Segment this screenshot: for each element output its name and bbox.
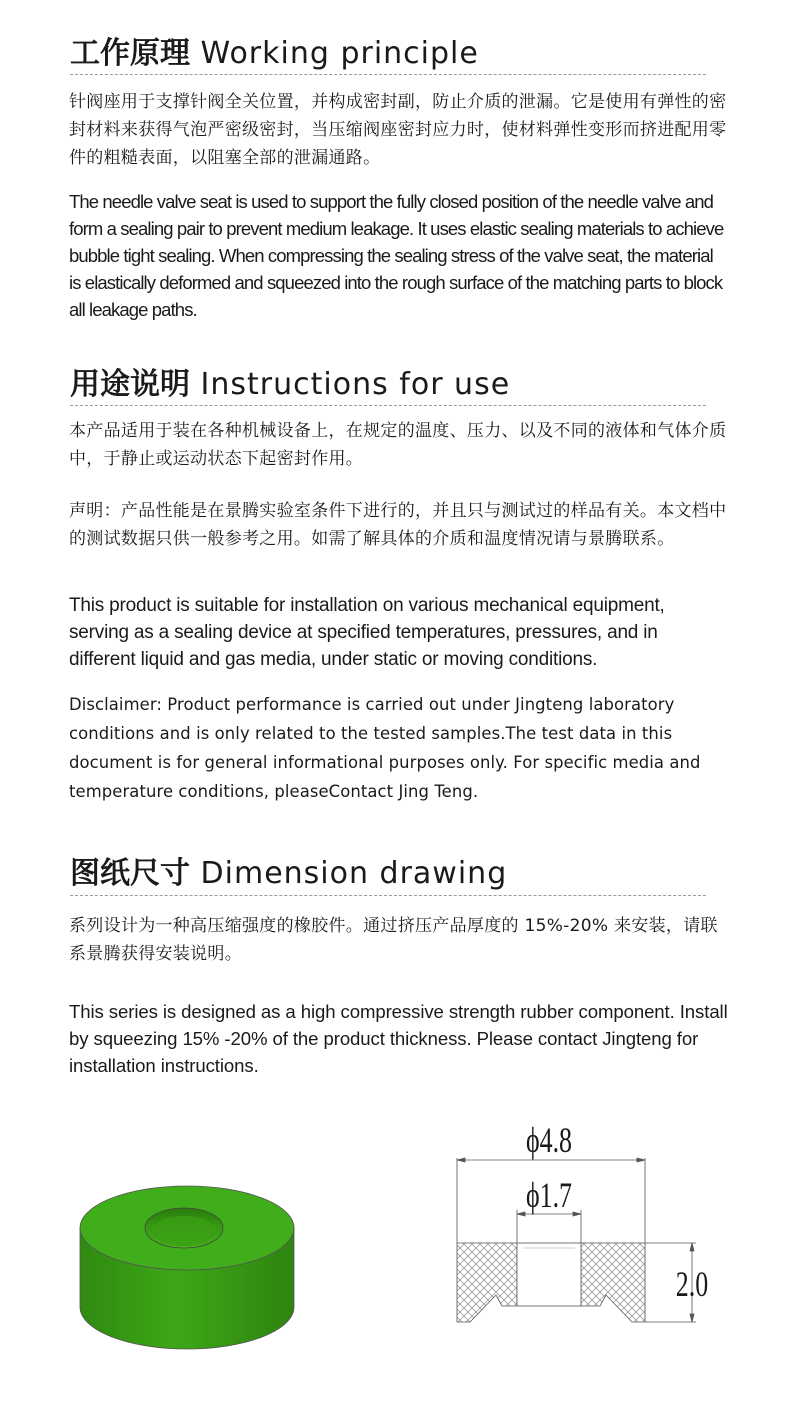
title-en: Instructions for use	[200, 367, 511, 402]
dimension-drawing	[0, 1100, 790, 1400]
title-en: Dimension drawing	[200, 856, 508, 891]
inner-diameter-label: ϕ1.7	[525, 1174, 573, 1216]
section-divider	[70, 74, 706, 75]
cross-section	[457, 1158, 696, 1322]
section-divider	[70, 895, 706, 896]
product-hole-inner	[151, 1216, 217, 1246]
dimension-body-cn: 系列设计为一种高压缩强度的橡胶件。通过挤压产品厚度的 15%-20% 来安装，请联系景腾获得安装说明。	[69, 916, 718, 964]
instructions-body-cn: 本产品适用于装在各种机械设备上，在规定的温度、压力、以及不同的液体和气体介质中，于静止或运动状态下起密封作用。	[69, 421, 727, 469]
section-left-half	[457, 1243, 517, 1322]
title-cn: 用途说明	[70, 367, 190, 402]
section-title-instructions	[70, 359, 510, 403]
section-right-half	[581, 1243, 645, 1322]
section-divider	[70, 405, 706, 406]
dimension-body-en: This series is designed as a high compressive strength rubber component. Install by squeezing 15% -20% of the product thickness. Please contact Jingteng for installation instructions.	[69, 1001, 728, 1076]
section-bore	[517, 1243, 581, 1306]
product-render	[80, 1186, 294, 1349]
section-title-working-principle	[70, 28, 479, 72]
instructions-disclaimer-cn: 声明：产品性能是在景腾实验室条件下进行的，并且只与测试过的样品有关。本文档中的测试数据只供一般参考之用。如需了解具体的介质和温度情况请与景腾联系。	[69, 501, 727, 549]
instructions-body-en: This product is suitable for installation on various mechanical equipment, serving as a sealing device at specified temperatures, pressures, and in different liquid and gas media, under static or moving conditions.	[69, 595, 665, 670]
outer-diameter-label: ϕ4.8	[525, 1119, 573, 1161]
height-label: 2.0	[675, 1263, 709, 1305]
section-title-dimension	[70, 848, 507, 892]
title-en: Working principle	[200, 36, 479, 71]
working-principle-body-en: The needle valve seat is used to support the fully closed position of the needle valve and form a sealing pair to prevent medium leakage. It uses elastic sealing materials to achieve bubble tight sealing. When compressing the sealing stress of the valve seat, the material is elastically deformed and squeezed into the rough surface of the matching parts to block all leakage paths.	[69, 191, 724, 320]
title-cn: 工作原理	[70, 36, 190, 71]
instructions-disclaimer-en: Disclaimer: Product performance is carried out under Jingteng laboratory conditions and is only related to the tested samples.The test data in this document is for general informational purposes only. For specific media and temperature conditions, pleaseContact Jing Teng.	[69, 695, 701, 801]
working-principle-body-cn: 针阀座用于支撑针阀全关位置，并构成密封副，防止介质的泄漏。它是使用有弹性的密封材料来获得气泡严密级密封，当压缩阀座密封应力时，使材料弹性变形而挤进配用零件的粗糙表面，以阻塞全部的泄漏通路。	[69, 92, 727, 168]
title-cn: 图纸尺寸	[70, 856, 190, 891]
